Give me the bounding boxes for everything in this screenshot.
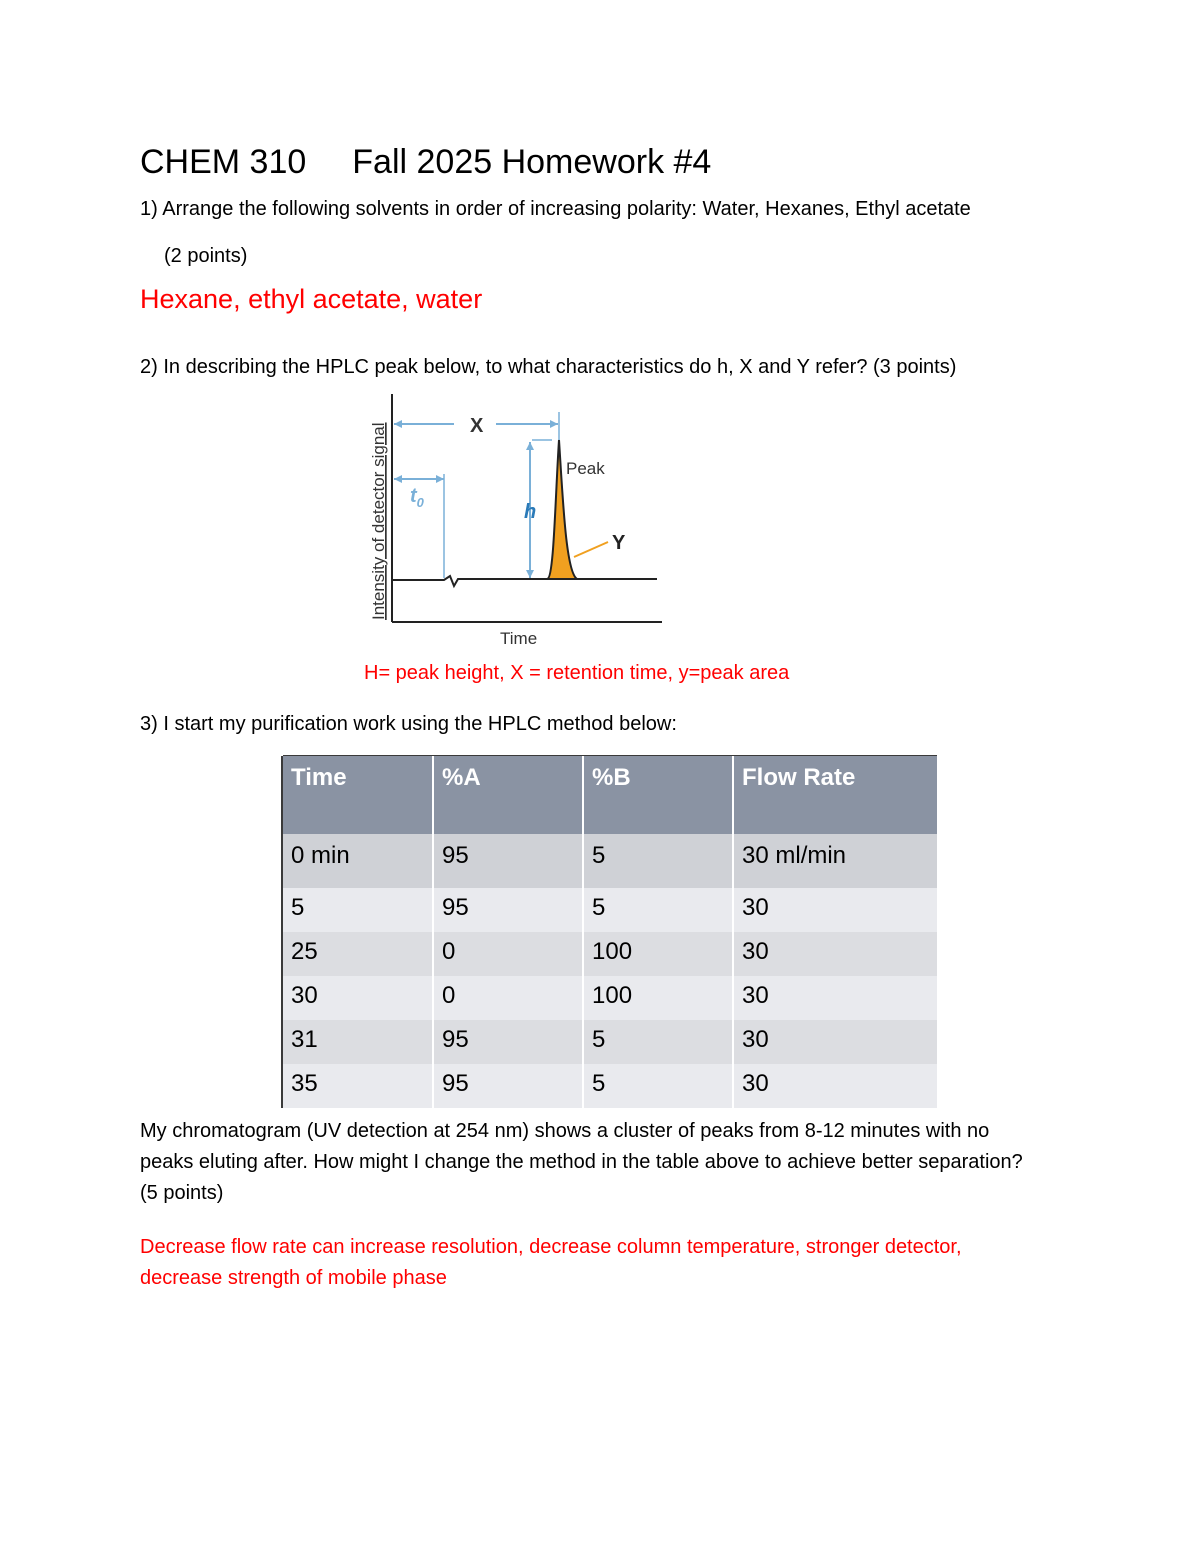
arrowhead-icon: [526, 442, 534, 450]
table-cell: 95: [433, 888, 583, 932]
label-h: h: [524, 501, 537, 523]
question-1-points: (2 points): [164, 245, 248, 267]
table-cell: 95: [433, 834, 583, 888]
table-cell: 30: [733, 1020, 937, 1064]
y-pointer: [574, 542, 608, 557]
table-header-row: [283, 756, 937, 834]
table-cell: 0: [433, 932, 583, 976]
question-1: 1) Arrange the following solvents in order of increasing polarity: Water, Hexanes, Ethyl acetate: [140, 198, 971, 220]
header-time: Time: [283, 756, 433, 834]
label-peak: Peak: [566, 459, 605, 478]
table-cell: 5: [583, 1064, 733, 1108]
arrowhead-icon: [394, 420, 402, 428]
header-percent-b: %B: [583, 756, 733, 834]
question-2: 2) In describing the HPLC peak below, to what characteristics do h, X and Y refer? (3 points): [140, 356, 957, 378]
table-cell: 31: [283, 1020, 433, 1064]
answer-1: Hexane, ethyl acetate, water: [140, 284, 483, 314]
table-row: [283, 976, 937, 1020]
answer-2: H= peak height, X = retention time, y=peak area: [364, 662, 790, 684]
table-row: [283, 932, 937, 976]
x-axis-label: Time: [500, 629, 538, 648]
table-cell: 30: [733, 976, 937, 1020]
table-cell: 0 min: [283, 834, 433, 888]
question-3-followup: My chromatogram (UV detection at 254 nm) shows a cluster of peaks from 8-12 minutes with no peaks eluting after. How might I change the method in the table above to achieve better separation? (5 points): [140, 1120, 1023, 1204]
table-cell: 95: [433, 1064, 583, 1108]
y-axis-label: Intensity of detector signal: [369, 422, 388, 620]
arrowhead-icon: [436, 475, 444, 483]
table-cell: 5: [583, 834, 733, 888]
hplc-peak-figure: [362, 382, 672, 652]
homework-title: Fall 2025 Homework #4: [352, 143, 712, 181]
question-3: 3) I start my purification work using the HPLC method below:: [140, 713, 677, 735]
table-cell: 5: [283, 888, 433, 932]
table-cell: 30: [733, 932, 937, 976]
hplc-method-table: [283, 756, 937, 1108]
table-cell: 5: [583, 888, 733, 932]
table-cell: 0: [433, 976, 583, 1020]
label-y: Y: [612, 532, 626, 554]
table-cell: 30 ml/min: [733, 834, 937, 888]
table-cell: 25: [283, 932, 433, 976]
table-row: [283, 888, 937, 932]
table-cell: 5: [583, 1020, 733, 1064]
arrowhead-icon: [394, 475, 402, 483]
table-cell: 30: [733, 888, 937, 932]
label-x: X: [470, 415, 484, 437]
course-code: CHEM 310: [140, 143, 307, 181]
signal-baseline: [392, 576, 657, 586]
arrowhead-icon: [550, 420, 558, 428]
header-flow-rate: Flow Rate: [733, 756, 937, 834]
table-cell: 100: [583, 976, 733, 1020]
arrowhead-icon: [526, 570, 534, 578]
label-t0: $t_0$: [410, 485, 424, 510]
table-cell: 100: [583, 932, 733, 976]
page-title: [140, 143, 711, 182]
answer-3: Decrease flow rate can increase resolution, decrease column temperature, stronger detector, decrease strength of mobile phase: [140, 1236, 962, 1289]
table-row: [283, 1020, 937, 1064]
table-cell: 35: [283, 1064, 433, 1108]
table-row: [283, 834, 937, 888]
table-cell: 30: [283, 976, 433, 1020]
table-row: [283, 1064, 937, 1108]
table-cell: 95: [433, 1020, 583, 1064]
header-percent-a: %A: [433, 756, 583, 834]
table-cell: 30: [733, 1064, 937, 1108]
